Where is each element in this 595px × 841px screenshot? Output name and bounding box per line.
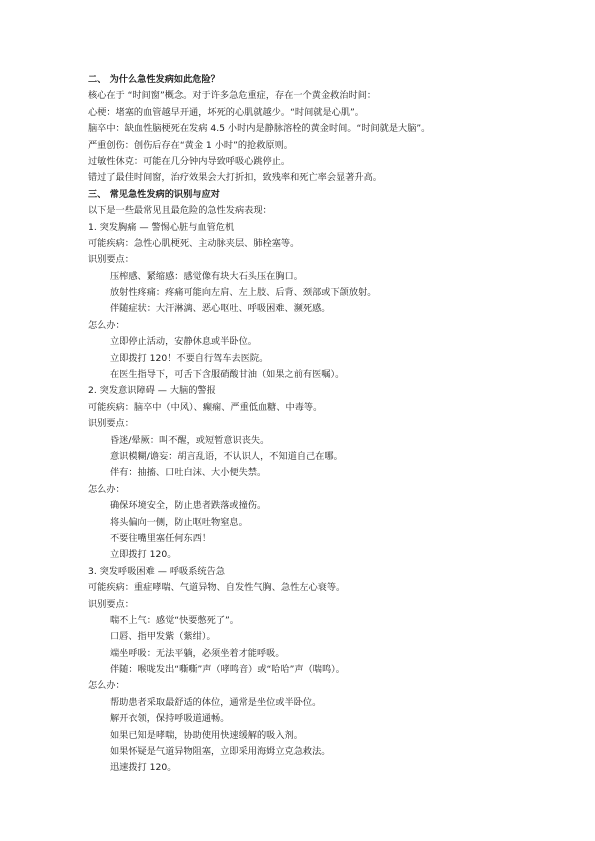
- section-3-intro: 以下是一些最常见且最危险的急性发病表现：: [88, 205, 272, 217]
- key-points-label: 识别要点：: [88, 418, 134, 430]
- key-point: 压榨感、紧缩感：感觉像有块大石头压在胸口。: [110, 270, 303, 282]
- action-step: 确保环境安全，防止患者跌落或撞伤。: [110, 500, 267, 512]
- item-title-breathing: 3. 突发呼吸困难 — 呼吸系统告急: [88, 565, 225, 577]
- key-point: 喘不上气：感觉“快要憋死了”。: [110, 614, 239, 626]
- key-point: 昏迷/晕厥：叫不醒，或短暂意识丧失。: [110, 434, 270, 446]
- action-label: 怎么办：: [88, 319, 125, 331]
- section-3-heading: 三、 常见急性发病的识别与应对: [88, 188, 220, 200]
- paragraph-line: 核心在于 “时间窗”概念。对于许多急危重症，存在一个黄金救治时间：: [88, 90, 377, 102]
- section-2-heading: 二、 为什么急性发病如此危险？: [88, 74, 220, 85]
- paragraph-line: 心梗：堵塞的血管越早开通，坏死的心肌就越少。“时间就是心肌”。: [88, 106, 364, 118]
- action-step: 如果怀疑是气道异物阻塞，立即采用海姆立克急救法。: [110, 746, 331, 758]
- action-step: 迅速拨打 120。: [110, 762, 177, 774]
- action-step: 不要往嘴里塞任何东西！: [110, 532, 212, 544]
- possible-diseases: 可能疾病：重症哮喘、气道异物、自发性气胸、急性左心衰等。: [88, 582, 346, 594]
- paragraph-line: 严重创伤：创伤后存在“黄金 1 小时”的抢救原则。: [88, 139, 293, 151]
- action-step: 在医生指导下，可舌下含服硝酸甘油（如果之前有医嘱）。: [110, 369, 345, 381]
- action-step: 立即拨打 120。: [110, 549, 177, 561]
- key-points-label: 识别要点：: [88, 254, 134, 266]
- key-point: 放射性疼痛：疼痛可能向左肩、左上肢、后背、颈部或下颌放射。: [110, 287, 377, 299]
- item-title-chest-pain: 1. 突发胸痛 — 警惕心脏与血管危机: [88, 221, 235, 233]
- item-title-consciousness: 2. 突发意识障碍 — 大脑的警报: [88, 385, 216, 397]
- paragraph-line: 脑卒中：缺血性脑梗死在发病 4.5 小时内是静脉溶栓的黄金时间。“时间就是大脑”。: [88, 123, 431, 135]
- key-point: 端坐呼吸：无法平躺，必须坐着才能呼吸。: [110, 647, 285, 659]
- key-point: 伴随症状：大汗淋漓、恶心呕吐、呼吸困难、濒死感。: [110, 303, 331, 315]
- key-point: 意识模糊/谵妄：胡言乱语，不认识人，不知道自己在哪。: [110, 450, 343, 462]
- action-step: 帮助患者采取最舒适的体位，通常是坐位或半卧位。: [110, 696, 322, 708]
- key-points-label: 识别要点：: [88, 598, 134, 610]
- paragraph-line: 错过了最佳时间窗，治疗效果会大打折扣，致残率和死亡率会显著升高。: [88, 172, 382, 184]
- key-point: 伴随：喉咙发出“嘶嘶”声（哮鸣音）或“哈哈”声（喘鸣）。: [110, 664, 345, 676]
- action-step: 立即停止活动，安静休息或半卧位。: [110, 336, 257, 348]
- action-label: 怎么办：: [88, 483, 125, 495]
- key-point: 伴有：抽搐、口吐白沫、大小便失禁。: [110, 467, 267, 479]
- action-step: 立即拨打 120！不要自行驾车去医院。: [110, 352, 269, 364]
- document-page: [88, 72, 528, 777]
- paragraph-line: 过敏性休克：可能在几分钟内导致呼吸心跳停止。: [88, 155, 291, 167]
- possible-diseases: 可能疾病：脑卒中（中风）、癫痫、严重低血糖、中毒等。: [88, 401, 323, 413]
- action-step: 将头偏向一侧，防止呕吐物窒息。: [110, 516, 248, 528]
- action-label: 怎么办：: [88, 680, 125, 692]
- action-step: 如果已知是哮喘，协助使用快速缓解的吸入剂。: [110, 729, 303, 741]
- possible-diseases: 可能疾病：急性心肌梗死、主动脉夹层、肺栓塞等。: [88, 237, 300, 249]
- action-step: 解开衣领，保持呼吸道通畅。: [110, 713, 230, 725]
- key-point: 口唇、指甲发紫（紫绀）。: [110, 631, 216, 643]
